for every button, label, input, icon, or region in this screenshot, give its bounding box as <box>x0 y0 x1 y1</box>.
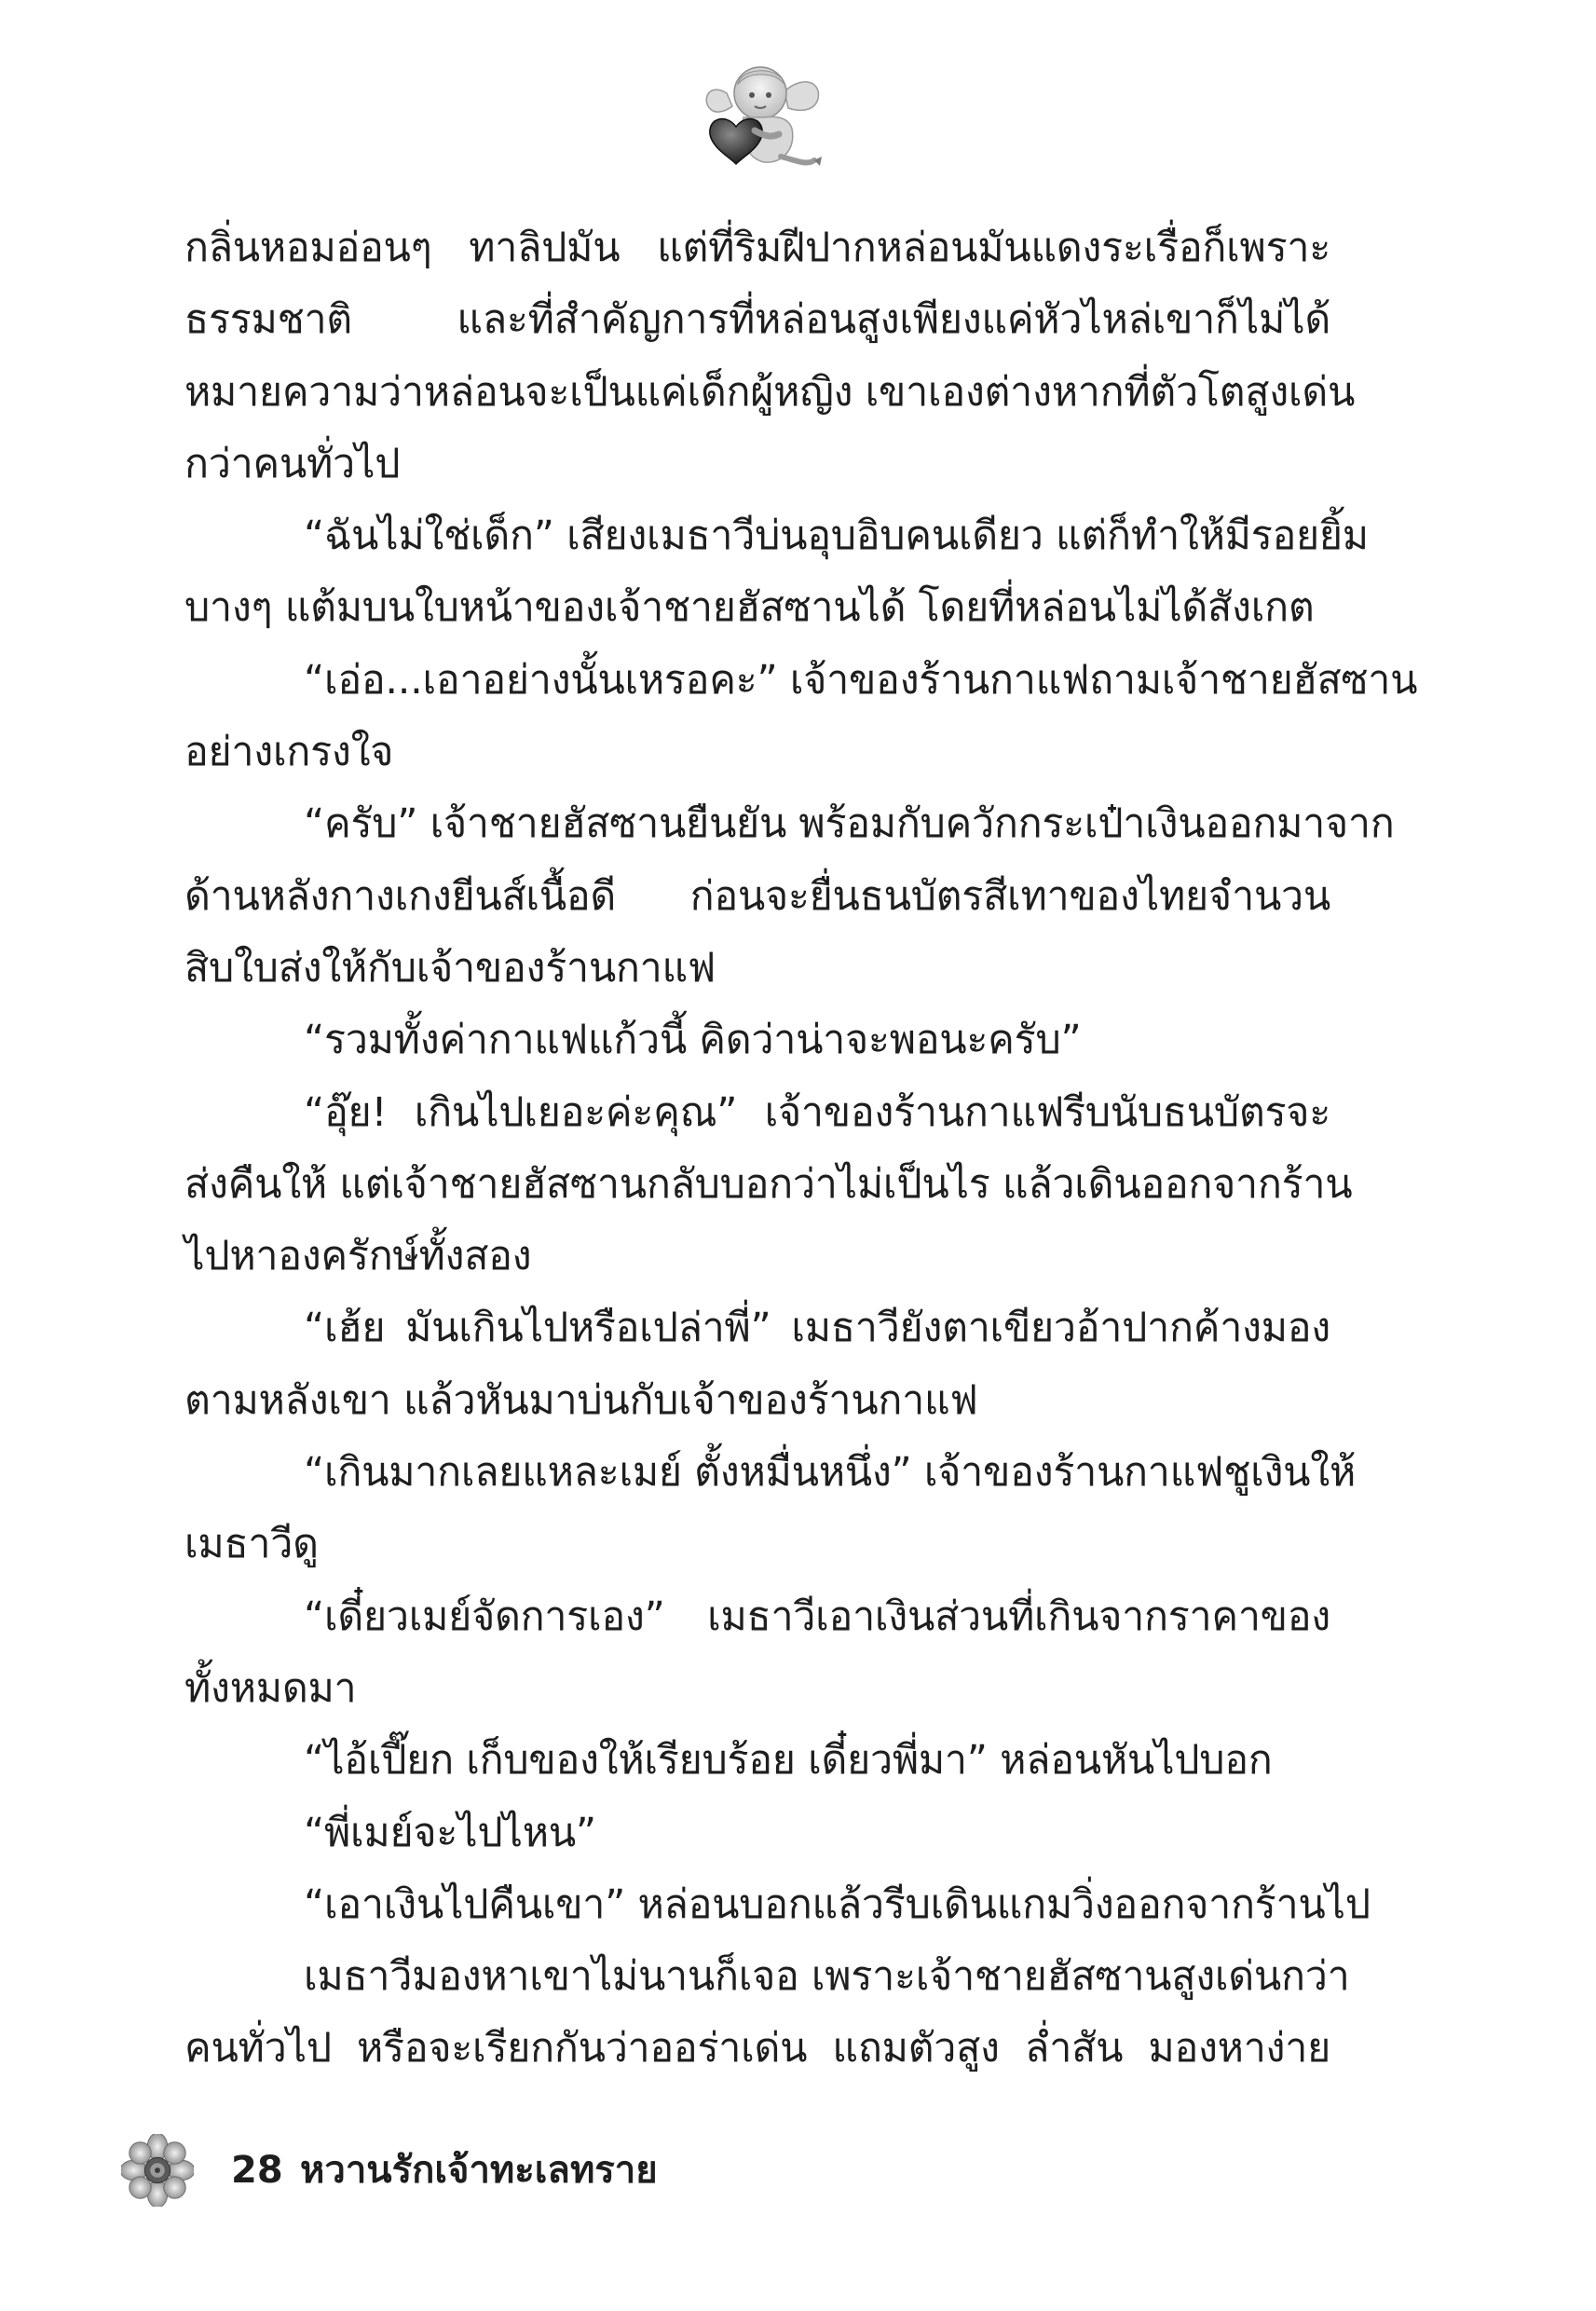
text-line: อย่างเกรงใจ <box>184 729 394 776</box>
text-line: ธรรมชาติ และที่สำคัญการที่หล่อนสูงเพียงแค่หัวไหล่เขาก็ไม่ได้ <box>184 296 1330 344</box>
flower-ornament-icon <box>121 2134 194 2207</box>
cupid-with-heart-icon <box>699 56 829 177</box>
text-line: “ครับ” เจ้าชายฮัสซานยืนยัน พร้อมกับควักกระเป๋าเงินออกมาจาก <box>304 800 1395 848</box>
text-line: ตามหลังเขา แล้วหันมาบ่นกับเจ้าของร้านกาแฟ <box>184 1376 978 1424</box>
text-line: “เดี๋ยวเมย์จัดการเอง” เมธาวีเอาเงินส่วนที่เกินจากราคาของ <box>304 1593 1330 1640</box>
text-line: “ฉันไม่ใช่เด็ก” เสียงเมธาวีบ่นอุบอิบคนเดียว แต่ก็ทำให้มีรอยยิ้ม <box>304 513 1369 560</box>
text-line: “รวมทั้งค่ากาแฟแก้วนี้ คิดว่าน่าจะพอนะครับ” <box>304 1017 1082 1064</box>
text-line: สิบใบส่งให้กับเจ้าของร้านกาแฟ <box>184 944 716 991</box>
text-line: “พี่เมย์จะไปไหน” <box>304 1809 596 1856</box>
text-line: ไปหาองครักษ์ทั้งสอง <box>184 1233 532 1280</box>
text-line: ด้านหลังกางเกงยีนส์เนื้อดี ก่อนจะยื่นธนบัตรสีเทาของไทยจำนวน <box>184 872 1330 920</box>
text-line: “เอ่อ...เอาอย่างนั้นเหรอคะ” เจ้าของร้านกาแฟถามเจ้าชายฮัสซาน <box>304 656 1418 704</box>
page-footer <box>121 2134 866 2208</box>
text-line: “เฮ้ย มันเกินไปหรือเปล่าพี่” เมธาวียังตาเขียวอ้าปากค้างมอง <box>304 1305 1330 1352</box>
text-line: เมธาวีมองหาเขาไม่นานก็เจอ เพราะเจ้าชายฮัสซานสูงเด่นกว่า <box>304 1953 1350 2001</box>
book-title: หวานรักเจ้าทะเลทราย <box>300 2149 658 2192</box>
text-line: “ไอ้เปี๊ยก เก็บของให้เรียบร้อย เดี๋ยวพี่มา” หล่อนหันไปบอก <box>304 1737 1273 1785</box>
text-line: “อุ๊ย! เกินไปเยอะค่ะคุณ” เจ้าของร้านกาแฟรีบนับธนบัตรจะ <box>304 1088 1330 1136</box>
text-line: ส่งคืนให้ แต่เจ้าชายฮัสซานกลับบอกว่าไม่เป็นไร แล้วเดินออกจากร้าน <box>184 1160 1353 1208</box>
text-line: หมายความว่าหล่อนจะเป็นแค่เด็กผู้หญิง เขาเองต่างหากที่ตัวโตสูงเด่น <box>184 368 1356 416</box>
text-line: “เอาเงินไปคืนเขา” หล่อนบอกแล้วรีบเดินแกมวิ่งออกจากร้านไป <box>304 1880 1371 1928</box>
text-line: คนทั่วไป หรือจะเรียกกันว่าออร่าเด่น แถมตัวสูง ล่ำสัน มองหาง่าย <box>184 2025 1330 2072</box>
page-number: 28 <box>231 2149 283 2192</box>
text-line: กว่าคนทั่วไป <box>184 440 401 487</box>
text-line: “เกินมากเลยแหละเมย์ ตั้งหมื่นหนึ่ง” เจ้าของร้านกาแฟชูเงินให้ <box>304 1449 1357 1497</box>
text-line: ทั้งหมดมา <box>184 1664 357 1712</box>
body-text <box>184 212 1418 2085</box>
text-line: เมธาวีดู <box>184 1521 319 1568</box>
text-line: กลิ่นหอมอ่อนๆ ทาลิปมัน แต่ที่ริมฝีปากหล่อนมันแดงระเรื่อก็เพราะ <box>184 225 1330 271</box>
text-line: บางๆ แต้มบนใบหน้าของเจ้าชายฮัสซานได้ โดยที่หล่อนไม่ได้สังเกต <box>184 584 1315 632</box>
